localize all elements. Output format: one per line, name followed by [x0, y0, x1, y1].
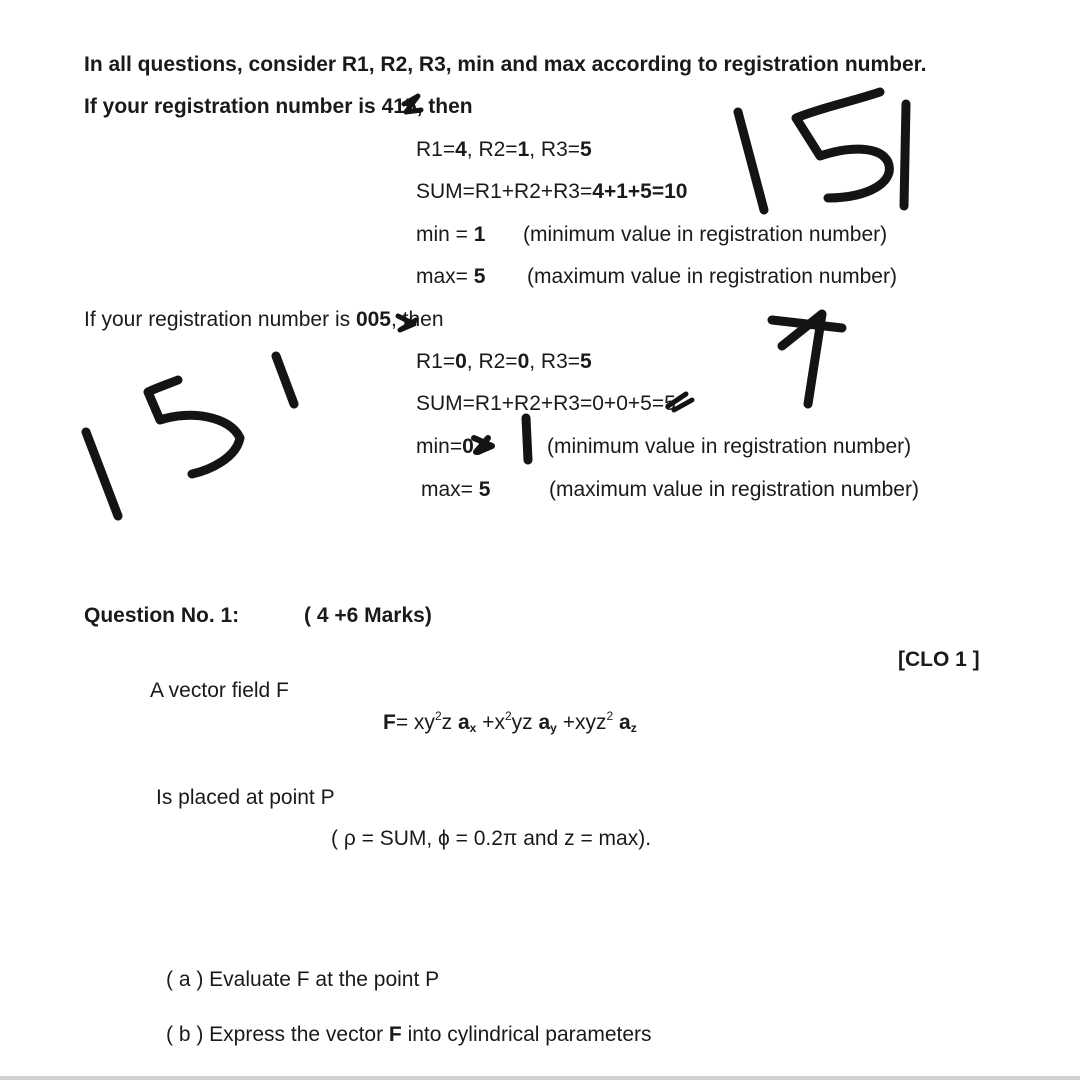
part-b-vector: F: [388, 1023, 402, 1046]
instruction-line: In all questions, consider R1, R2, R3, min and max according to registration number.: [84, 53, 927, 76]
formula-term1-exp: 2: [434, 709, 442, 723]
r3-value: 5: [580, 350, 592, 373]
r3-label: , R3=: [529, 350, 581, 373]
example1-min-note: (minimum value in registration number): [523, 223, 888, 246]
example2-max: [421, 479, 490, 500]
r2-label: , R2=: [466, 350, 518, 373]
r3-label: , R3=: [529, 138, 581, 161]
example2-min: [416, 436, 474, 457]
question-marks: ( 4 +6 Marks): [304, 604, 432, 627]
example2-r-values: [416, 351, 592, 372]
unit-vector-ax-sub: x: [469, 721, 477, 735]
example1-intro: [84, 96, 473, 117]
max-label: max=: [416, 265, 474, 288]
r1-value: 0: [455, 350, 467, 373]
handwritten-5-left: [148, 380, 240, 474]
part-a: ( a ) Evaluate F at the point P: [166, 968, 440, 991]
formula-term1: = xy: [395, 711, 435, 734]
min-value: 0: [462, 435, 474, 458]
part-b-prefix: ( b ) Express the vector: [166, 1023, 389, 1046]
formula-term3: +xyz: [556, 711, 607, 734]
vector-field-label: A vector field F: [150, 679, 289, 702]
example1-max-note: (maximum value in registration number): [527, 265, 897, 288]
example2-sum: SUM=R1+R2+R3=0+0+5=5: [416, 392, 676, 415]
example2-intro-prefix: If your registration number is: [84, 308, 356, 331]
clo-tag: [CLO 1 ]: [898, 648, 980, 671]
vector-formula: [383, 709, 637, 735]
example2-max-note: (maximum value in registration number): [549, 478, 919, 501]
max-label: max=: [421, 478, 479, 501]
formula-term3-exp: 2: [606, 709, 614, 723]
question-title: Question No. 1:: [84, 604, 240, 627]
example1-min: [416, 224, 485, 245]
sum-label: SUM=R1+R2+R3=: [416, 180, 593, 203]
unit-vector-ay-sub: y: [550, 721, 557, 735]
max-value: 5: [473, 265, 486, 288]
example2-intro-suffix: , then: [391, 308, 444, 331]
min-label: min=: [416, 435, 463, 458]
handwritten-1-min: [526, 418, 528, 460]
unit-vector-ax: a: [457, 711, 470, 734]
formula-term2-exp: 2: [504, 709, 512, 723]
r1-label: R1=: [416, 350, 456, 373]
example2-min-note: (minimum value in registration number): [547, 435, 912, 458]
handwritten-1-left-b: [276, 356, 294, 404]
min-value: 1: [473, 223, 486, 246]
part-b: [166, 1024, 652, 1045]
example1-max: [416, 266, 485, 287]
unit-vector-ay: a: [538, 711, 551, 734]
r3-value: 5: [580, 138, 592, 161]
unit-vector-az: a: [619, 711, 631, 734]
handwritten-5-top: [796, 92, 889, 198]
example1-r-values: [416, 139, 592, 160]
example1-reg-number: 415: [381, 95, 417, 118]
formula-term2-rest: yz: [511, 711, 539, 734]
example2-reg-number: 005: [355, 308, 391, 331]
strike-mark-4: [474, 438, 492, 452]
r1-value: 4: [455, 138, 467, 161]
r1-label: R1=: [416, 138, 456, 161]
r2-label: , R2=: [466, 138, 518, 161]
formula-term2: +x: [476, 711, 505, 734]
handwritten-1-top-b: [904, 104, 906, 206]
min-label: min =: [416, 223, 474, 246]
example2-intro: [84, 309, 444, 330]
example1-intro-suffix: , then: [416, 95, 473, 118]
sum-value: 4+1+5=10: [592, 180, 688, 203]
point-p-coordinates: ( ρ = SUM, ϕ = 0.2π and z = max).: [331, 827, 652, 850]
example1-sum: [416, 181, 687, 202]
example1-intro-prefix: If your registration number is: [84, 95, 382, 118]
handwritten-1-top: [738, 112, 764, 210]
handwritten-7: [772, 314, 842, 404]
max-value: 5: [478, 478, 491, 501]
part-b-suffix: into cylindrical parameters: [401, 1023, 652, 1046]
formula-term1-rest: z: [441, 711, 458, 734]
unit-vector-az-sub: z: [630, 721, 637, 735]
placed-at-label: Is placed at point P: [156, 786, 335, 809]
page-bottom-edge: [0, 1076, 1080, 1080]
handwritten-1-left: [86, 432, 118, 516]
r2-value: 0: [517, 350, 530, 373]
r2-value: 1: [517, 138, 530, 161]
formula-f: F: [383, 711, 396, 734]
